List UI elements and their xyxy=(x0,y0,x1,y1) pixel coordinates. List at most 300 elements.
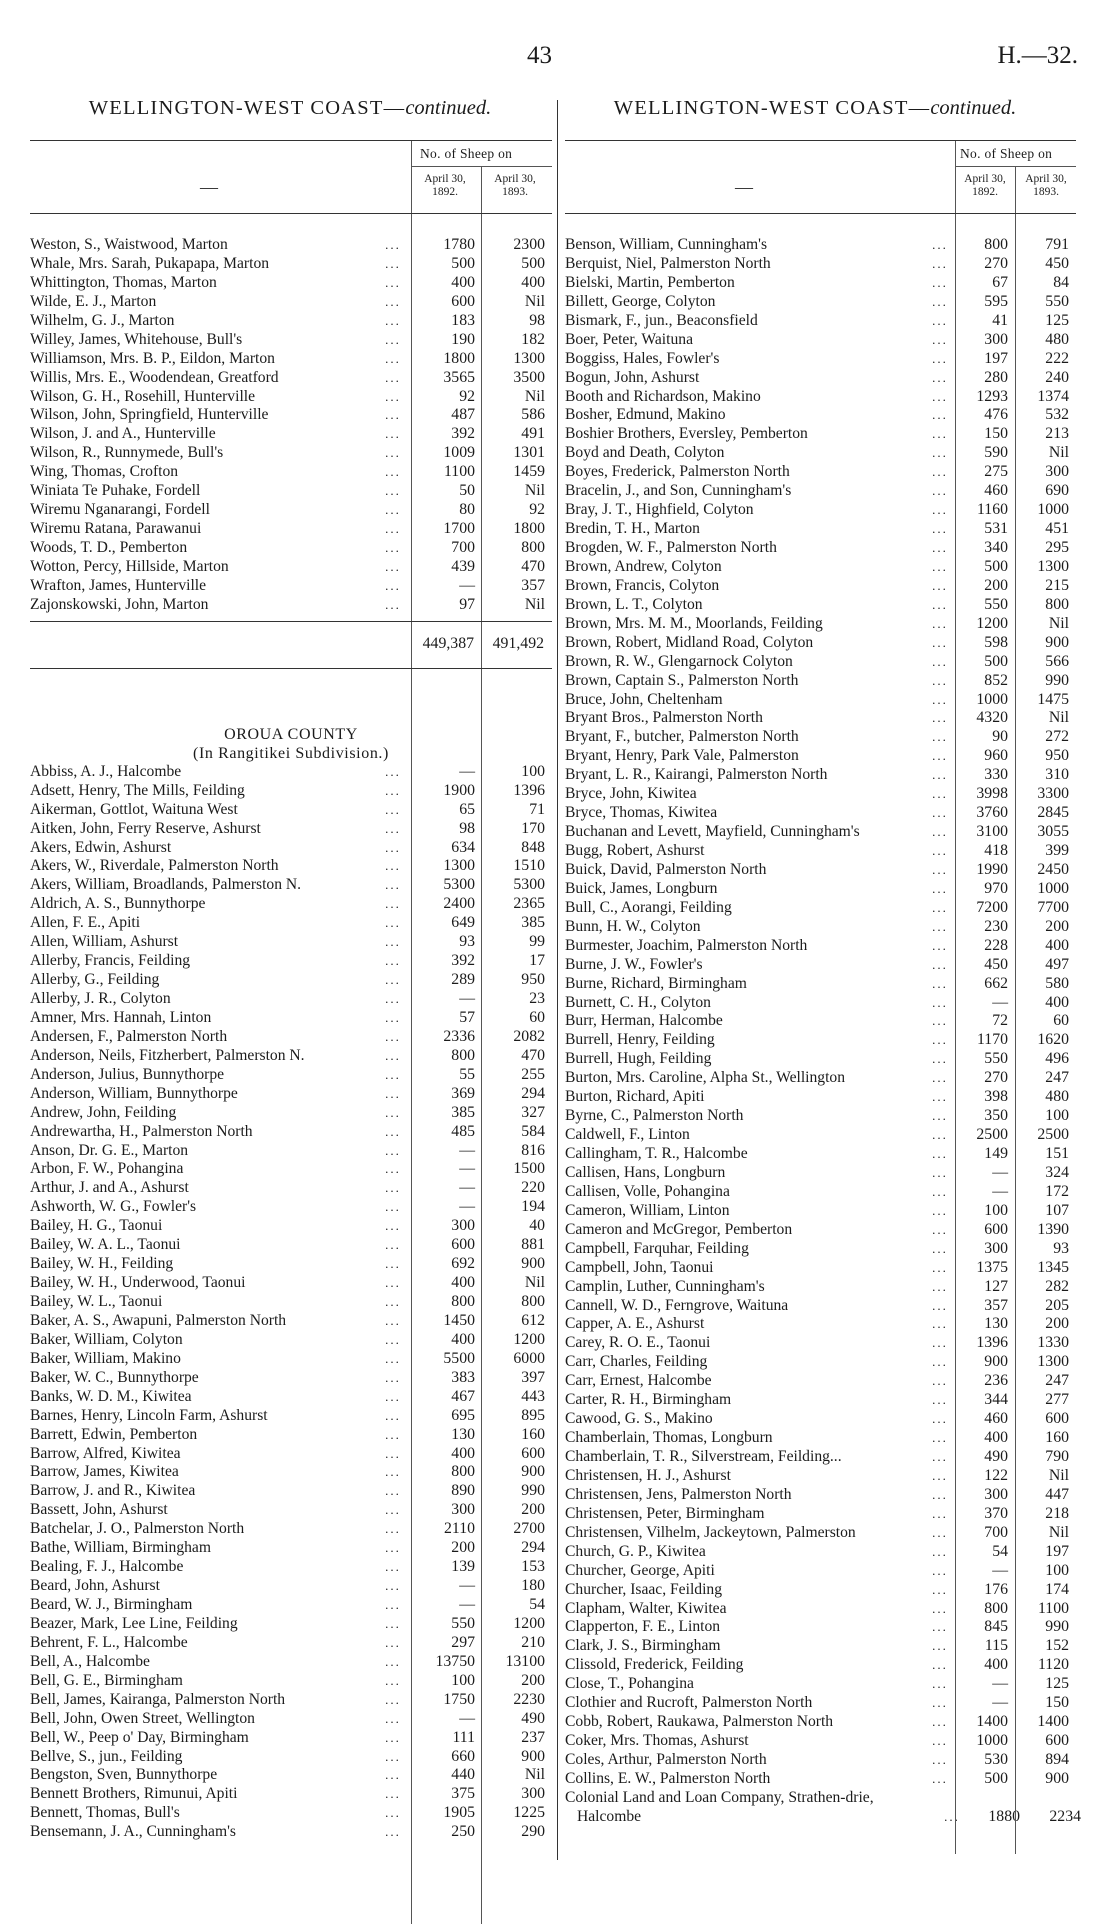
sheep-1892: 1780 xyxy=(443,236,475,253)
sheep-1892: 65 xyxy=(459,800,475,818)
sheep-1893: 60 xyxy=(1053,1012,1069,1030)
sheep-1892: 800 xyxy=(451,1293,475,1310)
sheep-1892: 500 xyxy=(984,652,1008,670)
row-name: Amner, Mrs. Hannah, Linton xyxy=(30,1008,212,1026)
table-row xyxy=(565,691,1076,710)
row-name: Whale, Mrs. Sarah, Pukapapa, Marton xyxy=(30,254,270,272)
sheep-1892: 467 xyxy=(451,1387,475,1405)
sheep-1892: 460 xyxy=(984,482,1008,500)
leader-dots: ... xyxy=(385,934,401,950)
leader-dots: ... xyxy=(932,369,948,385)
leader-dots: ... xyxy=(385,1691,401,1707)
sheep-1892: 236 xyxy=(984,1372,1008,1390)
oroua-row-list xyxy=(30,763,552,1842)
leader-dots: ... xyxy=(932,1202,948,1218)
oroua-county-heading: OROUA COUNTY xyxy=(224,725,358,743)
row-name: Williamson, Mrs. B. P., Eildon, Marton xyxy=(30,349,275,367)
sheep-1893: 107 xyxy=(1045,1201,1069,1219)
row-name: Bryce, Thomas, Kiwitea xyxy=(565,804,718,822)
column-rule xyxy=(481,214,482,1924)
row-name: Coles, Arthur, Palmerston North xyxy=(565,1751,767,1768)
leader-dots: ... xyxy=(932,899,948,915)
row-name: Bellve, S., jun., Feilding xyxy=(30,1747,183,1765)
row-name: Bismark, F., jun., Beaconsfield xyxy=(565,311,758,329)
sheep-1893: 200 xyxy=(1045,917,1069,935)
sheep-1893: 900 xyxy=(1045,633,1069,651)
table-row xyxy=(30,1274,552,1293)
leader-dots: ... xyxy=(932,274,948,290)
sheep-1892: — xyxy=(459,576,475,594)
sheep-1892: 900 xyxy=(984,1353,1008,1371)
table-row xyxy=(30,857,552,876)
sheep-1892: 1375 xyxy=(976,1258,1008,1276)
sheep-1893: Nil xyxy=(524,1274,545,1292)
leader-dots: ... xyxy=(932,1089,948,1105)
sheep-1893: 894 xyxy=(1045,1751,1069,1768)
row-name: Callisen, Hans, Longburn xyxy=(565,1163,726,1181)
sheep-1893: 470 xyxy=(521,557,545,575)
table-row xyxy=(565,577,1076,596)
sheep-1893: 790 xyxy=(1045,1448,1069,1465)
table-row xyxy=(30,1369,552,1388)
sheep-1893: 490 xyxy=(521,1709,545,1727)
row-name: Bensemann, J. A., Cunningham's xyxy=(30,1823,236,1841)
leader-dots: ... xyxy=(932,729,948,745)
leader-dots: ... xyxy=(932,691,948,707)
sheep-1893: 1396 xyxy=(513,781,545,799)
leader-dots: ... xyxy=(932,937,948,953)
sheep-1892: 190 xyxy=(451,330,475,348)
leader-dots: ... xyxy=(385,1142,401,1158)
row-name: Baker, A. S., Awapuni, Palmerston North xyxy=(30,1311,287,1329)
sheep-1892: 500 xyxy=(984,557,1008,575)
sheep-1893: 385 xyxy=(521,914,545,932)
sheep-1893: 277 xyxy=(1045,1391,1069,1409)
sheep-1892: 54 xyxy=(992,1542,1008,1560)
table-row xyxy=(30,1445,552,1464)
table-row xyxy=(565,1221,1076,1240)
leader-dots: ... xyxy=(932,843,948,858)
sheep-1893: 800 xyxy=(1045,595,1069,613)
table-row xyxy=(565,596,1076,615)
row-name: Weston, S., Waistwood, Marton xyxy=(30,236,228,253)
sheep-1893: 1400 xyxy=(1037,1713,1069,1731)
table-row xyxy=(30,1672,552,1691)
sheep-1893: 150 xyxy=(1045,1694,1069,1712)
sheep-1892: 228 xyxy=(984,936,1008,954)
table-row xyxy=(565,1088,1076,1107)
leader-dots: ... xyxy=(385,1634,401,1650)
leader-dots: ... xyxy=(932,1733,948,1749)
sheep-1893: 2230 xyxy=(513,1690,545,1708)
leader-dots: ... xyxy=(385,540,401,555)
table-row xyxy=(565,880,1076,899)
sheep-1892: 3565 xyxy=(443,368,475,386)
leader-dots: ... xyxy=(385,312,401,328)
row-name: Carr, Ernest, Halcombe xyxy=(565,1372,712,1390)
row-name: Allerby, Francis, Feilding xyxy=(30,952,191,970)
row-name: Clapperton, F. E., Linton xyxy=(565,1618,721,1636)
sheep-1892: 500 xyxy=(451,254,475,272)
leader-dots: ... xyxy=(385,1180,401,1196)
table-row xyxy=(30,369,552,388)
table-row xyxy=(30,782,552,801)
table-row xyxy=(565,1315,1076,1334)
sheep-1893: 2082 xyxy=(513,1027,545,1045)
leader-dots: ... xyxy=(385,1407,401,1423)
sheep-1893: 443 xyxy=(521,1387,545,1405)
row-name: Colonial Land and Loan Company, Strathen-drie, Halcombe xyxy=(565,1788,874,1825)
row-name: Bailey, W. H., Feilding xyxy=(30,1255,174,1273)
sheep-1892: 275 xyxy=(984,463,1008,481)
row-name: Clark, J. S., Birmingham xyxy=(565,1637,721,1655)
row-name: Camplin, Luther, Cunningham's xyxy=(565,1277,765,1295)
sheep-1892: 890 xyxy=(451,1482,475,1500)
table-row xyxy=(30,1217,552,1236)
leader-dots: ... xyxy=(932,1695,948,1711)
table-row xyxy=(30,1179,552,1198)
sheep-1892: 530 xyxy=(984,1751,1008,1768)
sheep-1893: 2700 xyxy=(513,1520,545,1538)
sheep-1892: 440 xyxy=(451,1766,475,1784)
row-name: Bennett Brothers, Rimunui, Apiti xyxy=(30,1785,238,1803)
table-row xyxy=(30,1804,552,1823)
table-row xyxy=(30,1198,552,1217)
leader-dots: ... xyxy=(385,1256,401,1272)
table-row xyxy=(565,918,1076,937)
leader-dots: ... xyxy=(932,1543,948,1559)
row-name: Allerby, J. R., Colyton xyxy=(30,990,171,1007)
sheep-1892: 90 xyxy=(992,728,1008,746)
sheep-1893: 300 xyxy=(521,1785,545,1803)
sheep-1893: 491 xyxy=(521,425,545,443)
sheep-1892: 72 xyxy=(992,1012,1008,1030)
sheep-1892: 41 xyxy=(992,311,1008,329)
table-row xyxy=(30,1066,552,1085)
leader-dots: ... xyxy=(932,237,948,252)
sheep-1892: 400 xyxy=(451,273,475,291)
leader-dots: ... xyxy=(385,1540,401,1556)
table-row xyxy=(30,820,552,839)
row-name: Carr, Charles, Feilding xyxy=(565,1353,708,1371)
leader-dots: ... xyxy=(932,1164,948,1180)
sheep-1892: 139 xyxy=(451,1558,475,1576)
sheep-1892: 800 xyxy=(451,1463,475,1481)
sheep-1893: 160 xyxy=(521,1425,545,1443)
table-row xyxy=(565,255,1076,274)
sheep-1893: Nil xyxy=(1048,709,1069,727)
sheep-1892: — xyxy=(459,990,475,1007)
sheep-1892: 383 xyxy=(451,1368,475,1386)
table-row xyxy=(30,1142,552,1161)
table-row xyxy=(565,406,1076,425)
table-row xyxy=(565,1278,1076,1297)
leader-dots: ... xyxy=(385,858,401,874)
sheep-1893: 357 xyxy=(521,576,545,594)
table-row xyxy=(30,1123,552,1142)
sheep-1893: 290 xyxy=(521,1823,545,1841)
sheep-1892: 800 xyxy=(984,1599,1008,1617)
leader-dots: ... xyxy=(385,1369,401,1385)
sheep-1892: 439 xyxy=(451,557,475,575)
table-row xyxy=(565,1751,1076,1770)
leader-dots: ... xyxy=(932,975,948,991)
table-row xyxy=(565,804,1076,823)
sheep-1893: 1374 xyxy=(1037,387,1069,405)
sheep-1893: 213 xyxy=(1045,425,1069,443)
leader-dots: ... xyxy=(385,763,401,779)
row-name: Chamberlain, T. R., Silverstream, Feilding... xyxy=(565,1448,842,1465)
leader-dots: ... xyxy=(385,1464,401,1480)
row-name: Benson, William, Cunningham's xyxy=(565,236,768,253)
table-row xyxy=(565,653,1076,672)
sheep-1893: 1800 xyxy=(513,520,545,538)
sheep-1893: 400 xyxy=(1045,936,1069,954)
sheep-1892: 57 xyxy=(459,1008,475,1026)
leader-dots: ... xyxy=(385,596,401,612)
row-name: Boggiss, Hales, Fowler's xyxy=(565,349,720,367)
row-name: Bell, W., Peep o' Day, Birmingham xyxy=(30,1728,249,1746)
sheep-1892: — xyxy=(459,1577,475,1595)
sheep-1892: — xyxy=(992,1561,1008,1579)
sheep-1893: 324 xyxy=(1045,1163,1069,1181)
leader-dots: ... xyxy=(385,1331,401,1347)
document-reference: H.—32. xyxy=(997,42,1078,69)
sheep-1893: 210 xyxy=(521,1633,545,1651)
table-row xyxy=(565,1524,1076,1543)
leader-dots: ... xyxy=(385,1559,401,1575)
sheep-count-group-label: No. of Sheep on xyxy=(960,146,1053,161)
column-rule xyxy=(411,214,412,1924)
leader-dots: ... xyxy=(932,1373,948,1389)
leader-dots: ... xyxy=(932,1221,948,1237)
row-name: Andrewartha, H., Palmerston North xyxy=(30,1122,253,1140)
row-name: Callisen, Volle, Pohangina xyxy=(565,1182,730,1200)
sheep-1892: 385 xyxy=(451,1103,475,1121)
leader-dots: ... xyxy=(944,1808,960,1824)
row-name: Cameron, William, Linton xyxy=(565,1201,730,1219)
sheep-1892: 800 xyxy=(984,236,1008,253)
sheep-1893: 240 xyxy=(1045,368,1069,386)
sheep-1892: — xyxy=(992,1182,1008,1200)
table-row xyxy=(30,895,552,914)
leader-dots: ... xyxy=(932,1467,948,1483)
sheep-1893: 848 xyxy=(521,838,545,856)
sheep-1893: 160 xyxy=(1045,1429,1069,1447)
table-row xyxy=(30,1009,552,1028)
row-name: Zajonskowski, John, Marton xyxy=(30,595,209,613)
row-name: Burnett, C. H., Colyton xyxy=(565,993,711,1011)
leader-dots: ... xyxy=(385,274,401,290)
table-row xyxy=(565,842,1076,861)
leader-dots: ... xyxy=(385,1748,401,1764)
sheep-1892: 3100 xyxy=(976,823,1008,841)
leader-dots: ... xyxy=(932,540,948,555)
sheep-1893: 950 xyxy=(1045,747,1069,765)
sheep-1893: 1200 xyxy=(513,1330,545,1348)
table-row xyxy=(565,1732,1076,1751)
row-name: Bosher, Edmund, Makino xyxy=(565,406,726,424)
table-row xyxy=(565,236,1076,255)
row-name: Buick, James, Longburn xyxy=(565,879,718,897)
leader-dots: ... xyxy=(385,1426,401,1442)
column-rule xyxy=(1015,214,1016,1854)
leader-dots: ... xyxy=(932,824,948,840)
leader-dots: ... xyxy=(385,1824,401,1840)
leader-dots: ... xyxy=(385,1767,401,1783)
sheep-1892: 418 xyxy=(984,842,1008,859)
leader-dots: ... xyxy=(385,1653,401,1669)
row-name: Carey, R. O. E., Taonui xyxy=(565,1334,711,1352)
row-name: Willis, Mrs. E., Woodendean, Greatford xyxy=(30,368,279,386)
sheep-1893: 447 xyxy=(1045,1485,1069,1503)
sheep-1893: 13100 xyxy=(505,1652,545,1670)
sheep-1893: 990 xyxy=(1045,1618,1069,1636)
leader-dots: ... xyxy=(385,331,401,347)
leader-dots: ... xyxy=(932,1430,948,1446)
row-name: Barrow, James, Kiwitea xyxy=(30,1463,179,1481)
table-row xyxy=(30,444,552,463)
sheep-1893: 180 xyxy=(521,1577,545,1595)
row-name: Capper, A. E., Ashurst xyxy=(565,1315,705,1333)
row-name: Wing, Thomas, Crofton xyxy=(30,463,179,481)
right-table-body xyxy=(565,214,1081,1827)
leader-dots: ... xyxy=(932,558,948,574)
sheep-1893: 1000 xyxy=(1037,879,1069,897)
sheep-1892: 197 xyxy=(984,349,1008,367)
table-row xyxy=(30,839,552,858)
sheep-1892: 460 xyxy=(984,1410,1008,1428)
table-row xyxy=(30,1312,552,1331)
sheep-1892: 183 xyxy=(451,311,475,329)
oroua-subdivision-heading: (In Rangitikei Subdivision.) xyxy=(193,744,389,762)
row-name: Bailey, W. H., Underwood, Taonui xyxy=(30,1274,246,1292)
sheep-1892: 270 xyxy=(984,1069,1008,1087)
leader-dots: ... xyxy=(932,1638,948,1654)
leader-dots: ... xyxy=(932,1486,948,1502)
leader-dots: ... xyxy=(385,577,401,593)
row-name: Christensen, Vilhelm, Jackeytown, Palmerston xyxy=(565,1523,856,1541)
table-row xyxy=(30,274,552,293)
sheep-1893: 1500 xyxy=(513,1160,545,1178)
sheep-1893: 200 xyxy=(521,1671,545,1689)
row-name: Wiremu Ratana, Parawanui xyxy=(30,520,202,538)
table-row xyxy=(30,1501,552,1520)
right-section-title-text: WELLINGTON-WEST COAST— xyxy=(613,97,931,119)
sheep-1892: 1880 xyxy=(988,1807,1020,1825)
sheep-1892: 590 xyxy=(984,444,1008,462)
total-1893: 491,492 xyxy=(492,634,544,652)
leader-dots: ... xyxy=(385,1047,401,1063)
sheep-1893: 470 xyxy=(521,1046,545,1064)
table-row xyxy=(565,350,1076,369)
table-row xyxy=(565,615,1076,634)
row-name: Barnes, Henry, Lincoln Farm, Ashurst xyxy=(30,1406,268,1424)
leader-dots: ... xyxy=(385,1521,401,1537)
table-row xyxy=(565,899,1076,918)
sheep-1893: 23 xyxy=(529,990,545,1007)
sheep-1893: 586 xyxy=(521,406,545,424)
sheep-1893: Nil xyxy=(524,387,545,405)
table-row xyxy=(565,956,1076,975)
sheep-1892: 500 xyxy=(984,1769,1008,1787)
table-row xyxy=(565,1069,1076,1088)
sheep-1893: 1475 xyxy=(1037,690,1069,708)
sheep-1893: 282 xyxy=(1045,1277,1069,1295)
sheep-1893: 600 xyxy=(1045,1732,1069,1750)
row-name: Aitken, John, Ferry Reserve, Ashurst xyxy=(30,819,261,837)
row-name: Collins, E. W., Palmerston North xyxy=(565,1769,771,1787)
table-row xyxy=(30,1160,552,1179)
leader-dots: ... xyxy=(932,956,948,972)
sheep-1892: 97 xyxy=(459,595,475,613)
sheep-1893: 900 xyxy=(521,1463,545,1481)
sheep-1893: 480 xyxy=(1045,1088,1069,1106)
leader-dots: ... xyxy=(385,801,401,817)
leader-dots: ... xyxy=(932,1600,948,1616)
sheep-1892: 122 xyxy=(984,1466,1008,1484)
table-row xyxy=(30,876,552,895)
row-name: Wilson, J. and A., Hunterville xyxy=(30,425,216,443)
sheep-1892: 392 xyxy=(451,952,475,970)
table-row xyxy=(30,558,552,577)
table-row xyxy=(30,501,552,520)
leader-dots: ... xyxy=(385,972,401,988)
leader-dots: ... xyxy=(932,1335,948,1351)
leader-dots: ... xyxy=(932,861,948,877)
leader-dots: ... xyxy=(385,991,401,1006)
leader-dots: ... xyxy=(385,1483,401,1499)
table-row xyxy=(565,672,1076,691)
leader-dots: ... xyxy=(932,1392,948,1408)
sheep-1893: 220 xyxy=(521,1179,545,1197)
leader-dots: ... xyxy=(932,255,948,271)
sheep-1893: 100 xyxy=(1045,1561,1069,1579)
sheep-1893: 3500 xyxy=(513,368,545,386)
row-name: Boyes, Frederick, Palmerston North xyxy=(565,463,790,481)
sheep-1892: — xyxy=(992,993,1008,1011)
sheep-1893: 450 xyxy=(1045,254,1069,272)
leader-dots: ... xyxy=(932,1297,948,1313)
sheep-1892: 375 xyxy=(451,1785,475,1803)
table-row xyxy=(565,463,1076,482)
table-row xyxy=(30,1558,552,1577)
table-row xyxy=(30,539,552,558)
sheep-1893: 397 xyxy=(521,1368,545,1386)
sheep-1892: 1300 xyxy=(443,857,475,875)
row-name: Churcher, George, Apiti xyxy=(565,1561,715,1579)
leader-dots: ... xyxy=(385,407,401,423)
page-number: 43 xyxy=(527,42,552,69)
sheep-1893: 222 xyxy=(1045,349,1069,367)
header-rule xyxy=(955,141,956,213)
row-name: Brown, Captain S., Palmerston North xyxy=(565,671,799,689)
leader-dots: ... xyxy=(932,1240,948,1256)
right-section-title xyxy=(560,97,1070,120)
leader-dots: ... xyxy=(385,445,401,461)
sheep-1893: 40 xyxy=(529,1217,545,1235)
row-name: Andrew, John, Feilding xyxy=(30,1103,177,1121)
sheep-1893: 182 xyxy=(521,330,545,348)
sheep-1892: 300 xyxy=(984,1239,1008,1257)
row-name: Billett, George, Colyton xyxy=(565,292,716,310)
table-row xyxy=(565,861,1076,880)
sheep-1893: 1620 xyxy=(1037,1031,1069,1049)
row-name: Adsett, Henry, The Mills, Feilding xyxy=(30,781,245,799)
row-name: Bruce, John, Cheltenham xyxy=(565,690,723,708)
leader-dots: ... xyxy=(932,653,948,669)
table-row xyxy=(30,1236,552,1255)
